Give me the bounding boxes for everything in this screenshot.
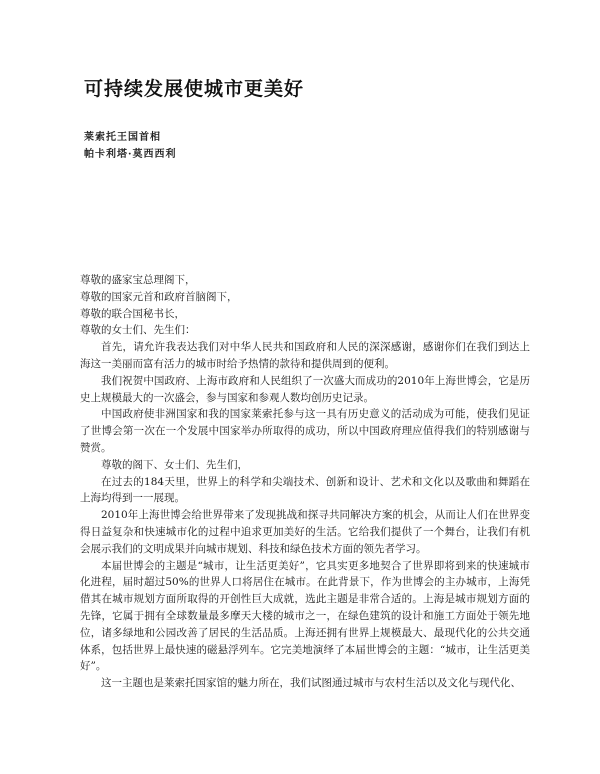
paragraph: 这一主题也是莱索托国家馆的魅力所在，我们试图通过城市与农村生活以及文化与现代化、	[101, 677, 521, 690]
paragraph: 在过去的184天里，世界上的科学和尖端技术、创新和设计、艺术和文化以及歌曲和舞蹈在上海均得到一一展现。	[80, 475, 530, 505]
salutation-line: 尊敬的联合国秘书长，	[80, 307, 185, 320]
paragraph: 尊敬的阁下、女士们、先生们，	[101, 458, 248, 471]
salutation-line: 尊敬的盛家宝总理阁下，	[80, 274, 196, 286]
paragraph: 2010年上海世博会给世界带来了发现挑战和探寻共同解决方案的机会，从而让人们在世界变得日益复杂和快速城市化的过程中追求更加美好的生活。它给我们提供了一个舞台，让我们有机会展示我们的文明成果并向城市规划、科技和绿色技术方面的领先者学习。	[80, 509, 530, 555]
paragraph: 中国政府使非洲国家和我的国家莱索托参与这一具有历史意义的活动成为可能，使我们见证了世博会第一次在一个发展中国家举办所取得的成功，所以中国政府理应值得我们的特别感谢与赞赏。	[80, 408, 530, 454]
author-title: 莱索托王国首相	[84, 132, 161, 143]
speech-body	[80, 272, 530, 692]
salutation-line: 尊敬的国家元首和政府首脑阁下，	[80, 290, 238, 303]
page-title: 可持续发展使城市更美好	[84, 78, 305, 100]
paragraph: 本届世博会的主题是“城市，让生活更美好”，它具实更多地契合了世界即将到来的快速城市化进程，届时超过50%的世界人口将居住在城市。在此背景下，作为世博会的主办城市，上海凭借其在城市规划方面所取得的开创性巨大成就，选此主题是非常合适的。上海是城市规划方面的先锋，它属于拥有全球数量最多摩天大楼的城市之一，在绿色建筑的设计和施工方面处于领先地位，诸多绿地和公园改善了居民的生活品质。上海还拥有世界上规模最大、最现代化的公共交通体系，包括世界上最快速的磁悬浮列车。它完美地演绎了本届世博会的主题：“城市，让生活更美好”。	[80, 559, 530, 673]
paragraph: 首先，请允许我表达我们对中华人民共和国政府和人民的深深感谢，感谢你们在我们到达上海这一美丽而富有活力的城市时给予热情的款待和提供周到的便利。	[80, 341, 530, 370]
paragraph: 我们祝贺中国政府、上海市政府和人民组织了一次盛大而成功的2010年上海世博会，它是历史上规模最大的一次盛会，参与国家和参观人数均创历史记录。	[80, 374, 530, 404]
author-name: 帕卡利塔·莫西西利	[84, 149, 177, 160]
salutation-line: 尊敬的女士们、先生们：	[80, 324, 196, 337]
